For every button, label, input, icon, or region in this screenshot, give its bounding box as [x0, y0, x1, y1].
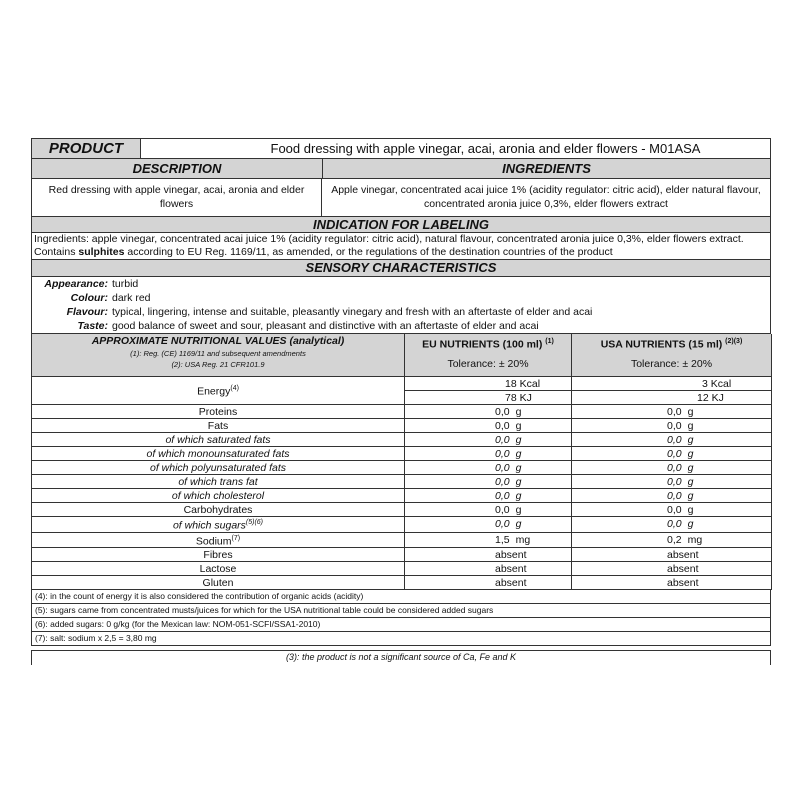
eu-value-cell — [405, 489, 572, 503]
us-value-cell — [572, 475, 772, 489]
eu-value-cell — [405, 576, 572, 590]
eu-value: absent — [495, 562, 527, 575]
usa-heading-footnote: (2)(3) — [725, 338, 743, 345]
sensory-label: Flavour: — [66, 306, 108, 318]
nutrient-footnote: (7) — [231, 534, 241, 542]
us-unit: g — [687, 405, 694, 418]
us-value: 0,0 — [667, 433, 682, 446]
us-kj-value: 12 — [697, 391, 709, 404]
nutrient-row — [32, 562, 772, 576]
nutrient-row — [32, 419, 772, 433]
product-label: PRODUCT — [32, 139, 141, 158]
eu-kcal-unit: Kcal — [519, 377, 541, 390]
sensory-row-appearance — [32, 277, 770, 291]
nutrient-row — [32, 532, 772, 548]
sensory-value: dark red — [112, 292, 151, 304]
us-kcal-value: 3 — [702, 377, 708, 390]
eu-value-cell — [405, 433, 572, 447]
nutrient-row — [32, 576, 772, 590]
eu-unit: g — [515, 489, 522, 502]
us-value: 0,2 — [667, 533, 682, 546]
us-value: 0,0 — [667, 503, 682, 516]
eu-heading-footnote: (1) — [545, 338, 554, 345]
us-value-cell — [572, 433, 772, 447]
nutrient-row — [32, 517, 772, 533]
eu-tolerance: Tolerance: ± 20% — [447, 357, 529, 370]
energy-footnote: (4) — [230, 385, 239, 393]
nutrient-label-cell — [32, 461, 405, 475]
us-value: absent — [667, 548, 699, 561]
nutrient-label: Fats — [207, 419, 229, 432]
nutrient-row — [32, 461, 772, 475]
eu-unit: mg — [515, 533, 531, 546]
us-value-cell — [572, 419, 772, 433]
nutrition-header-row — [32, 334, 772, 377]
eu-value-cell — [405, 517, 572, 533]
eu-value: 1,5 — [495, 533, 510, 546]
eu-heading-cell — [405, 334, 572, 377]
footer-note: (3): the product is not a significant source of Ca, Fe and K — [31, 650, 771, 665]
eu-unit: g — [515, 405, 522, 418]
us-value-cell — [572, 503, 772, 517]
us-value: absent — [667, 562, 699, 575]
us-value-cell — [572, 461, 772, 475]
desc-ingr-header — [31, 159, 771, 179]
ingredients-heading: INGREDIENTS — [502, 161, 591, 176]
nutrient-label-cell — [32, 503, 405, 517]
nutrient-row — [32, 475, 772, 489]
sensory-value: good balance of sweet and sour, pleasant and distinctive with an aftertaste of elder and acai — [112, 320, 539, 332]
nutrient-label: of which cholesterol — [171, 489, 265, 502]
energy-row-kcal — [32, 377, 772, 391]
ingredients-text: Apple vinegar, concentrated acai juice 1% (acidity regulator: citric acid), elder natural flavour, concentrated aronia juice 0,3%, elder flowers extract — [331, 184, 761, 210]
eu-kj-unit: KJ — [519, 391, 532, 404]
sensory-row-colour — [32, 291, 770, 305]
description-text: Red dressing with apple vinegar, acai, aronia and elder flowers — [32, 179, 322, 216]
nutrient-label: Lactose — [199, 562, 237, 575]
labeling-text — [31, 233, 771, 260]
us-value-cell — [572, 517, 772, 533]
product-name: Food dressing with apple vinegar, acai, aronia and elder flowers - M01ASA — [270, 141, 701, 156]
us-value: 0,0 — [667, 518, 682, 531]
desc-ingr-body — [31, 179, 771, 217]
us-unit: g — [687, 461, 694, 474]
eu-kcal-value: 18 — [505, 377, 517, 390]
nutrient-label-cell — [32, 405, 405, 419]
eu-value: 0,0 — [495, 433, 510, 446]
nutrient-label: Fibres — [203, 548, 233, 561]
eu-value: absent — [495, 548, 527, 561]
eu-unit: g — [515, 419, 522, 432]
us-value: 0,0 — [667, 405, 682, 418]
eu-unit: g — [515, 433, 522, 446]
nutrient-label-cell — [32, 475, 405, 489]
eu-value-cell — [405, 419, 572, 433]
nutrient-label-cell — [32, 562, 405, 576]
nutrient-rows — [32, 405, 772, 590]
eu-value: 0,0 — [495, 489, 510, 502]
us-unit: g — [687, 419, 694, 432]
eu-value-cell — [405, 548, 572, 562]
eu-value: 0,0 — [495, 475, 510, 488]
labeling-text-start: Ingredients: apple vinegar, concentrated acai juice 1% (acidity regulator: citric acid), natural flavour, concentrated aronia juice 0,3%, elder flowers extract. Contains — [34, 233, 744, 258]
us-value: 0,0 — [667, 461, 682, 474]
nutrient-label: of which monounsaturated fats — [146, 447, 290, 460]
nutrient-row — [32, 503, 772, 517]
us-unit: g — [687, 433, 694, 446]
us-unit: g — [687, 489, 694, 502]
usa-tolerance: Tolerance: ± 20% — [630, 357, 713, 370]
sensory-value: turbid — [112, 278, 139, 290]
nutrition-heading: APPROXIMATE NUTRITIONAL VALUES (analytical) — [91, 335, 345, 347]
us-value-cell — [572, 576, 772, 590]
sensory-value: typical, lingering, intense and suitable, pleasantly vinegary and fresh with an aftertaste of elder and acai — [112, 306, 593, 318]
product-row — [31, 138, 771, 159]
footnote: (4): in the count of energy it is also considered the contribution of organic acids (acidity) — [32, 590, 770, 604]
nutrient-label: Sodium — [195, 535, 232, 547]
us-value-cell — [572, 562, 772, 576]
us-value-cell — [572, 489, 772, 503]
nutrient-label: Gluten — [202, 576, 234, 589]
eu-value: 0,0 — [495, 518, 510, 531]
nutrient-label-cell — [32, 447, 405, 461]
nutrient-row — [32, 489, 772, 503]
energy-label: Energy — [197, 385, 231, 398]
eu-value-cell — [405, 447, 572, 461]
sensory-row-taste — [32, 319, 770, 333]
eu-unit: g — [515, 461, 522, 474]
eu-value: 0,0 — [495, 419, 510, 432]
nutrient-row — [32, 405, 772, 419]
us-kcal-unit: Kcal — [710, 377, 732, 390]
sensory-body — [31, 277, 771, 334]
sensory-row-flavour — [32, 305, 770, 319]
nutrient-label: Carbohydrates — [183, 503, 253, 516]
nutrient-row — [32, 433, 772, 447]
us-value-cell — [572, 447, 772, 461]
nutrient-footnote: (5)(6) — [245, 519, 264, 526]
nutrient-label-cell — [32, 576, 405, 590]
eu-value-cell — [405, 532, 572, 548]
eu-value-cell — [405, 503, 572, 517]
footnotes — [31, 590, 771, 646]
nutrient-label-cell — [32, 548, 405, 562]
eu-value: 0,0 — [495, 447, 510, 460]
usa-heading: USA NUTRIENTS (15 ml) — [600, 338, 723, 351]
us-kj-unit: KJ — [711, 391, 724, 404]
eu-value: 0,0 — [495, 503, 510, 516]
product-spec-sheet — [31, 138, 771, 665]
nutrition-ref-eu: (1): Reg. (CE) 1169/11 and subsequent amendments — [130, 349, 306, 358]
eu-value-cell — [405, 405, 572, 419]
nutrient-label: of which trans fat — [178, 475, 258, 488]
us-value-cell — [572, 532, 772, 548]
nutrient-label: of which saturated fats — [165, 433, 271, 446]
usa-heading-cell — [572, 334, 772, 377]
energy-label-cell — [32, 377, 405, 405]
eu-value: 0,0 — [495, 461, 510, 474]
eu-kj-value: 78 — [505, 391, 517, 404]
sensory-heading: SENSORY CHARACTERISTICS — [31, 260, 771, 277]
us-value-cell — [572, 405, 772, 419]
nutrient-label: of which polyunsaturated fats — [150, 461, 286, 474]
nutrient-label-cell — [32, 517, 405, 533]
labeling-allergen: sulphites — [78, 246, 125, 258]
nutrient-label-cell — [32, 433, 405, 447]
eu-energy-kcal — [405, 377, 572, 391]
us-value: 0,0 — [667, 475, 682, 488]
us-value: 0,0 — [667, 489, 682, 502]
nutrient-label-cell — [32, 489, 405, 503]
footnote: (5): sugars came from concentrated musts/juices for which for the USA nutritional table could be considered added sugars — [32, 604, 770, 618]
nutrient-label: of which sugars — [172, 519, 246, 532]
sensory-label: Colour: — [70, 292, 108, 304]
us-unit: g — [687, 475, 694, 488]
labeling-text-end: according to EU Reg. 1169/11, as amended, or the regulations of the destination countries of the product — [124, 246, 613, 258]
sensory-label: Appearance: — [44, 278, 108, 290]
us-unit: g — [687, 518, 694, 531]
us-value: absent — [667, 576, 699, 589]
us-unit: mg — [687, 533, 703, 546]
sensory-label: Taste: — [77, 320, 108, 332]
nutrient-label: Proteins — [198, 405, 238, 418]
eu-unit: g — [515, 503, 522, 516]
us-energy-kj — [572, 391, 772, 405]
nutrient-row — [32, 447, 772, 461]
us-unit: g — [687, 503, 694, 516]
footnote: (6): added sugars: 0 g/kg (for the Mexican law: NOM-051-SCFI/SSA1-2010) — [32, 618, 770, 632]
us-value: 0,0 — [667, 419, 682, 432]
eu-unit: g — [515, 447, 522, 460]
nutrient-label-cell — [32, 532, 405, 548]
eu-value-cell — [405, 461, 572, 475]
eu-value-cell — [405, 562, 572, 576]
footnote: (7): salt: sodium x 2,5 = 3,80 mg — [32, 632, 770, 646]
us-value: 0,0 — [667, 447, 682, 460]
us-value-cell — [572, 548, 772, 562]
eu-unit: g — [515, 475, 522, 488]
eu-unit: g — [515, 518, 522, 531]
us-energy-kcal — [572, 377, 772, 391]
description-heading: DESCRIPTION — [32, 159, 323, 178]
eu-energy-kj — [405, 391, 572, 405]
nutrient-row — [32, 548, 772, 562]
us-unit: g — [687, 447, 694, 460]
eu-heading: EU NUTRIENTS (100 ml) — [422, 338, 543, 351]
eu-value-cell — [405, 475, 572, 489]
nutrient-label-cell — [32, 419, 405, 433]
nutrition-ref-usa: (2): USA Reg. 21 CFR101.9 — [171, 360, 265, 369]
eu-value: 0,0 — [495, 405, 510, 418]
nutrition-heading-cell — [32, 334, 405, 377]
labeling-heading: INDICATION FOR LABELING — [31, 217, 771, 233]
nutrition-table — [31, 334, 772, 590]
eu-value: absent — [495, 576, 527, 589]
